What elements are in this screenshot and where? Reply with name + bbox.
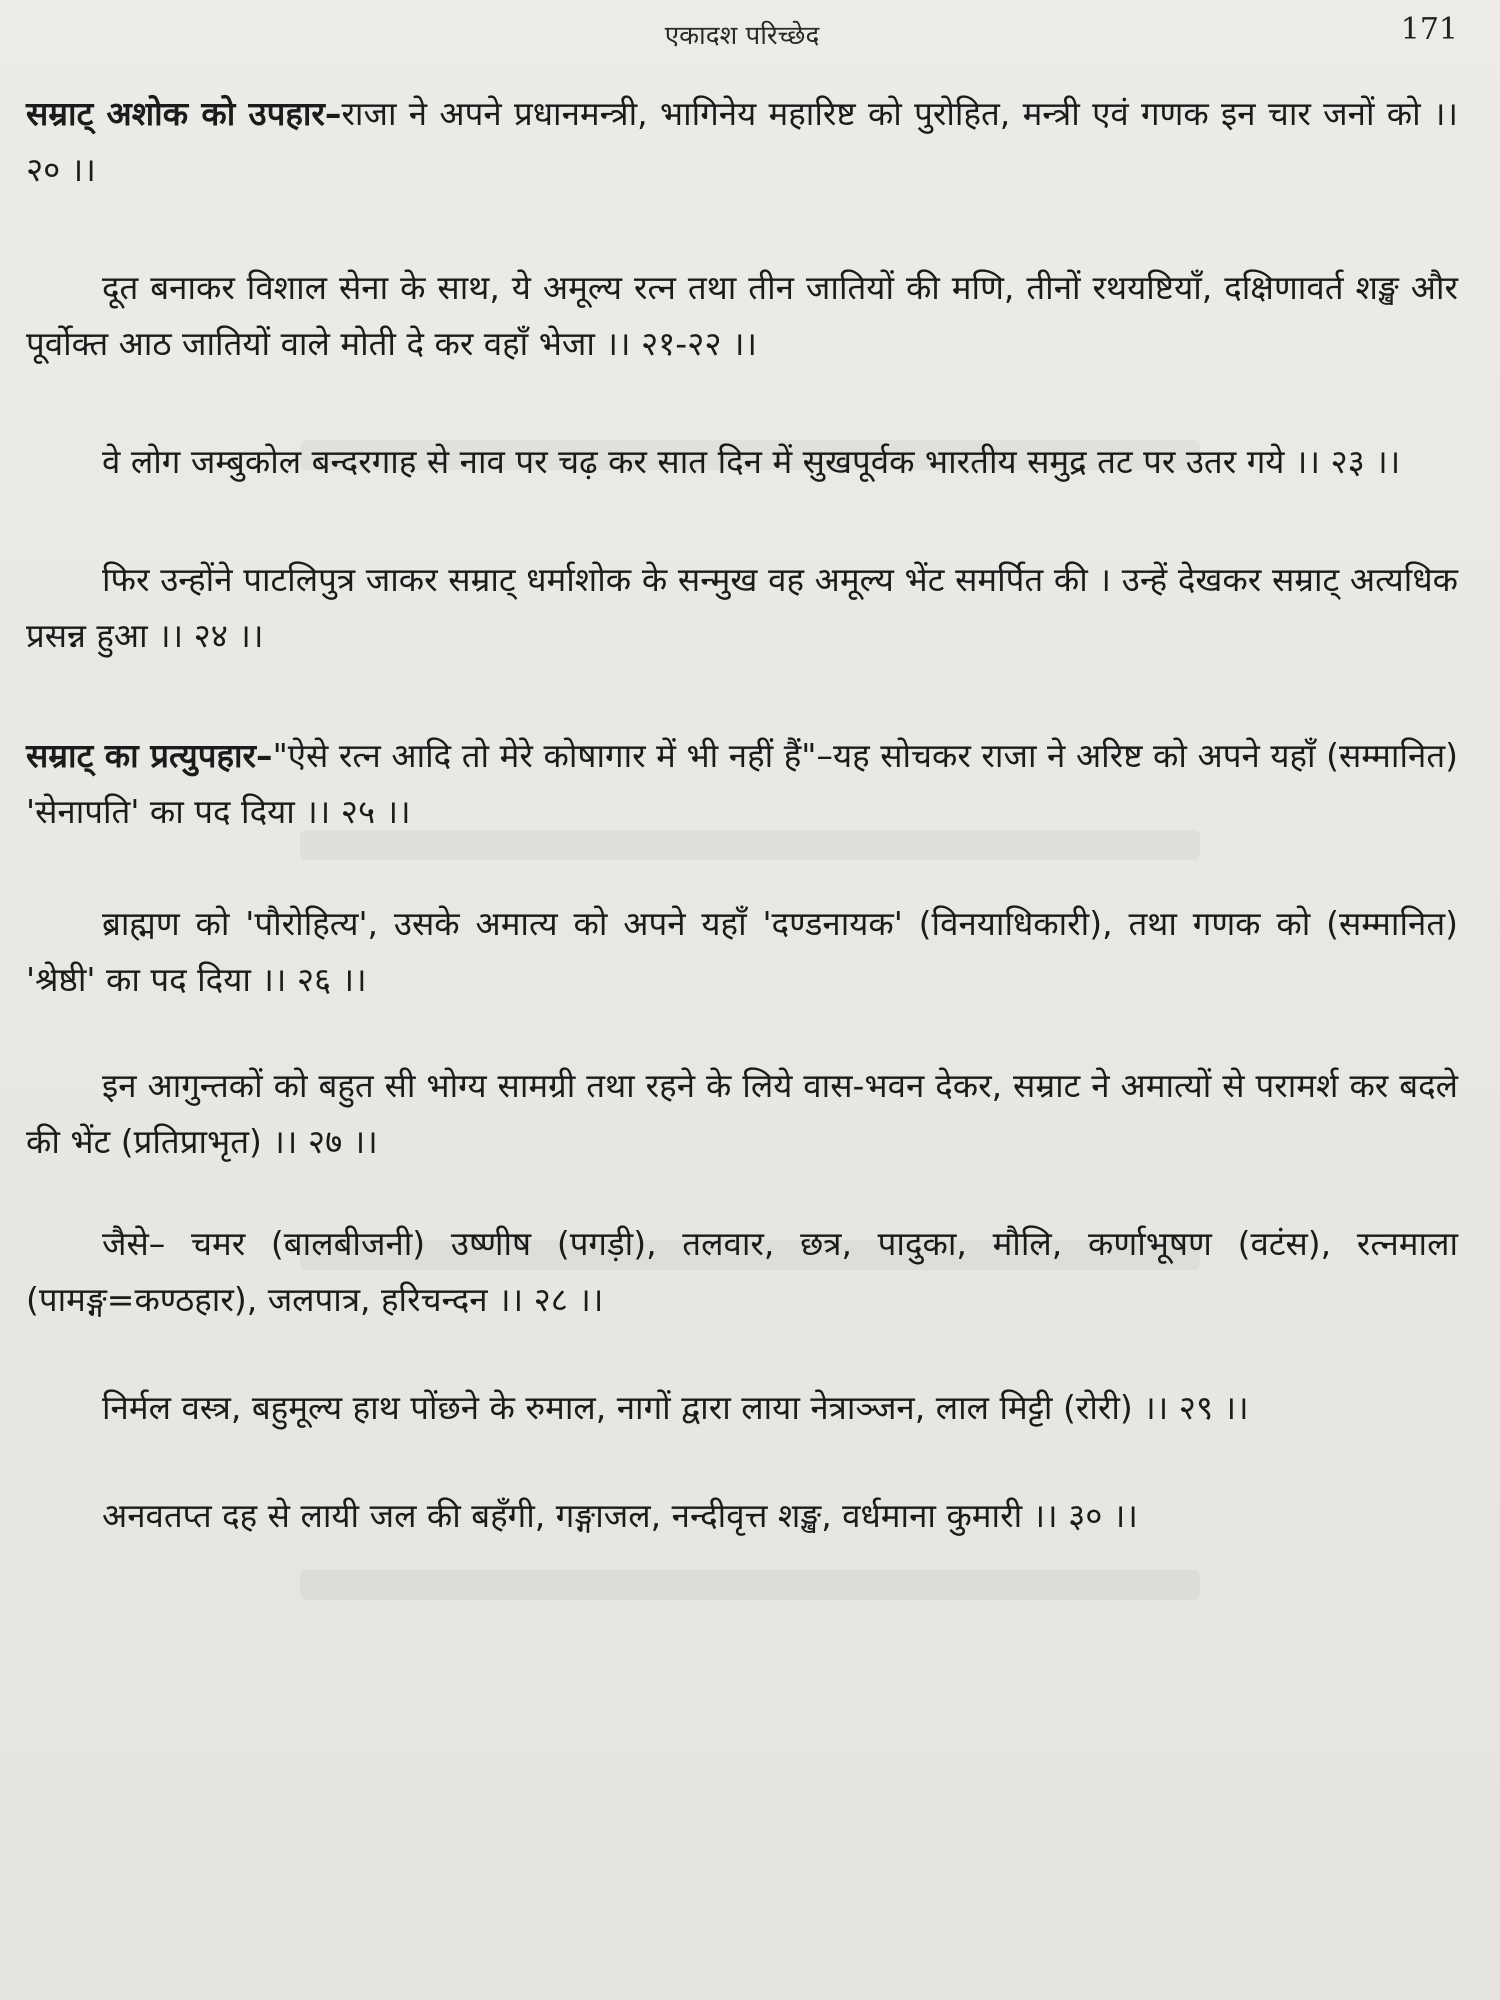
verse-paragraph-24 <box>26 552 1458 664</box>
verse-text: फिर उन्होंने पाटलिपुत्र जाकर सम्राट् धर्माशोक के सन्मुख वह अमूल्य भेंट समर्पित की । उन्हें देखकर सम्राट् अत्यधिक प्रसन्न हुआ ।। २४ ।। <box>26 560 1458 655</box>
verse-text: अनवतप्त दह से लायी जल की बहँगी, गङ्गाजल, नन्दीवृत्त शङ्ख, वर्धमाना कुमारी ।। ३० ।। <box>102 1496 1138 1535</box>
verse-text: इन आगुन्तकों को बहुत सी भोग्य सामग्री तथा रहने के लिये वास-भवन देकर, सम्राट ने अमात्यों से परामर्श कर बदले की भेंट (प्रतिप्राभृत) ।। २७ ।। <box>26 1066 1458 1161</box>
show-through-mark <box>300 1570 1200 1600</box>
verse-text: दूत बनाकर विशाल सेना के साथ, ये अमूल्य रत्न तथा तीन जातियों की मणि, तीनों रथयष्टियाँ, दक्षिणावर्त शङ्ख और पूर्वोक्त आठ जातियों वाले मोती दे कर वहाँ भेजा ।। २१-२२ ।। <box>26 268 1458 363</box>
verse-text: निर्मल वस्त्र, बहुमूल्य हाथ पोंछने के रुमाल, नागों द्वारा लाया नेत्राञ्जन, लाल मिट्टी (रोरी) ।। २९ ।। <box>102 1388 1249 1427</box>
verse-paragraph-28 <box>26 1216 1458 1328</box>
section-heading-gift-to-ashoka: सम्राट् अशोक को उपहार– <box>26 94 342 133</box>
verse-paragraph-27 <box>26 1058 1458 1170</box>
verse-paragraph-26 <box>26 896 1458 1008</box>
show-through-mark <box>300 440 1200 470</box>
verse-text: राजा ने अपने प्रधानमन्त्री, भागिनेय महारिष्ट को पुरोहित, मन्त्री एवं गणक इन चार जनों को ।। २० ।। <box>26 94 1458 189</box>
verse-paragraph-30 <box>26 1488 1458 1544</box>
verse-text: वे लोग जम्बुकोल बन्दरगाह से नाव पर चढ़ कर सात दिन में सुखपूर्वक भारतीय समुद्र तट पर उतर गये ।। २३ ।। <box>102 442 1401 481</box>
verse-paragraph-25 <box>26 728 1458 840</box>
running-head <box>26 0 1458 66</box>
page-number: 171 <box>1400 12 1458 47</box>
chapter-title: एकादश परिच्छेद <box>664 21 820 51</box>
verse-text: जैसे– चमर (बालबीजनी) उष्णीष (पगड़ी), तलवार, छत्र, पादुका, मौलि, कर्णाभूषण (वटंस), रत्नमाला (पामङ्ग=कण्ठहार), जलपात्र, हरिचन्दन ।। २८ ।। <box>26 1224 1458 1319</box>
verse-paragraph-21-22 <box>26 260 1458 372</box>
verse-text: ब्राह्मण को 'पौरोहित्य', उसके अमात्य को अपने यहाँ 'दण्डनायक' (विनयाधिकारी), तथा गणक को (सम्मानित) 'श्रेष्ठी' का पद दिया ।। २६ ।। <box>26 904 1458 999</box>
verse-paragraph-29 <box>26 1380 1458 1436</box>
section-heading-return-gift: सम्राट् का प्रत्युपहार– <box>26 736 273 775</box>
verse-text: "ऐसे रत्न आदि तो मेरे कोषागार में भी नहीं हैं"–यह सोचकर राजा ने अरिष्ट को अपने यहाँ (सम्मानित) 'सेनापति' का पद दिया ।। २५ ।। <box>26 736 1459 831</box>
show-through-mark <box>300 830 1200 860</box>
show-through-mark <box>300 1240 1200 1270</box>
verse-paragraph-20 <box>26 86 1458 198</box>
